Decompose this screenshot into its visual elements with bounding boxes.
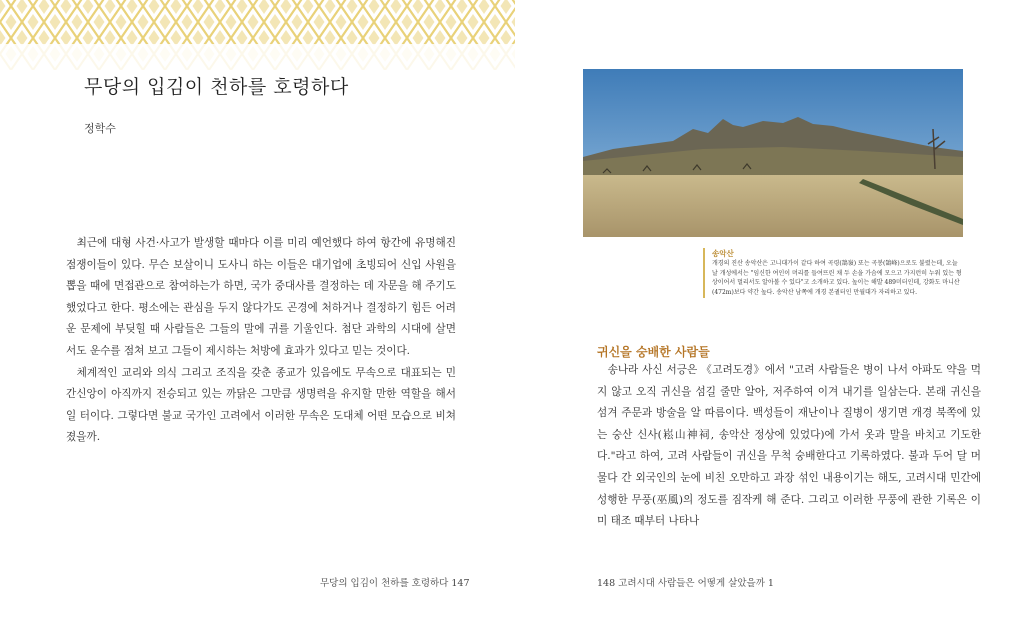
pattern-diamond-inner [303, 0, 314, 14]
pattern-diamond-inner [50, 14, 61, 30]
pattern-diamond-inner [413, 30, 424, 46]
pattern-diamond-inner [270, 14, 281, 30]
chapter-title: 무당의 입김이 천하를 호령하다 [84, 76, 349, 98]
pattern-diamond-inner [259, 30, 270, 46]
pattern-diamond-inner [303, 30, 314, 46]
section-heading: 귀신을 숭배한 사람들 [597, 345, 710, 359]
pattern-diamond-inner [501, 30, 512, 46]
pattern-diamond-inner [193, 0, 204, 14]
pattern-diamond-inner [281, 30, 292, 46]
pattern-diamond-inner [259, 0, 270, 14]
pattern-diamond-inner [105, 0, 116, 14]
pattern-diamond-inner [237, 30, 248, 46]
pattern-diamond-inner [83, 30, 94, 46]
pattern-diamond-inner [17, 0, 28, 14]
pattern-diamond-inner [171, 0, 182, 14]
pattern-diamond-inner [281, 0, 292, 14]
pattern-diamond-inner [369, 0, 380, 14]
pattern-diamond-inner [39, 30, 50, 46]
pattern-diamond-inner [28, 14, 39, 30]
pattern-diamond-inner [116, 14, 127, 30]
pattern-diamond-inner [468, 14, 479, 30]
pattern-diamond-inner [435, 0, 446, 14]
pattern-diamond-inner [347, 0, 358, 14]
pattern-diamond-inner [424, 14, 435, 30]
songaksan-photo [583, 69, 963, 237]
pattern-diamond-inner [457, 30, 468, 46]
pattern-diamond-inner [402, 14, 413, 30]
author-name: 정학수 [84, 122, 116, 135]
left-body-text [66, 233, 456, 449]
pattern-diamond-inner [39, 0, 50, 14]
pattern-diamond-inner [215, 30, 226, 46]
pattern-diamond-inner [325, 0, 336, 14]
pattern-diamond-inner [171, 30, 182, 46]
pattern-diamond-inner [314, 14, 325, 30]
pattern-diamond-inner [391, 30, 402, 46]
pattern-diamond-inner [457, 0, 468, 14]
pattern-diamond-inner [490, 14, 501, 30]
caption-title: 송악산 [712, 249, 734, 258]
pattern-diamond-inner [237, 0, 248, 14]
pattern-diamond-inner [435, 30, 446, 46]
pattern-diamond-inner [138, 14, 149, 30]
right-page [515, 0, 1030, 633]
pattern-diamond-inner [127, 0, 138, 14]
pattern-diamond-inner [479, 0, 490, 14]
pattern-diamond-inner [501, 0, 512, 14]
pattern-diamond-inner [479, 30, 490, 46]
right-body-text [597, 360, 981, 533]
pattern-diamond-inner [413, 0, 424, 14]
pattern-diamond-inner [391, 0, 402, 14]
pattern-diamond-inner [6, 14, 17, 30]
pattern-diamond-inner [446, 14, 457, 30]
paragraph: 최근에 대형 사건·사고가 발생할 때마다 이를 미리 예언했다 하여 항간에 유명해진 점쟁이들이 있다. 무슨 보살이니 도사니 하는 이들은 대기업에 초빙되어 신입 사원을 뽑을 때에 면접관으로 참여하는가 하면, 국가 중대사를 결정하는 데 자문을 해 주기도 했었다고 한다. 평소에는 관심을 두지 않다가도 곤경에 처하거나 결정하기 힘든 어려운 문제에 부딪힐 때 사람들은 그들의 말에 귀를 기울인다. 첨단 과학의 시대에 살면서도 운수를 점쳐 보고 그들이 제시하는 처방에 효과가 있다고 믿는 것이다. [66, 237, 456, 357]
pattern-diamond-inner [0, 30, 6, 46]
pattern-diamond-inner [149, 0, 160, 14]
pattern-diamond-inner [182, 14, 193, 30]
pattern-diamond-inner [127, 30, 138, 46]
paragraph: 송나라 사신 서긍은 《고려도경》에서 "고려 사람들은 병이 나서 아파도 약을 먹지 않고 오직 귀신을 섬길 줄만 알아, 저주하여 이겨 내기를 일삼는다. 본래 귀신을 섬겨 주문과 방술을 알 따름이다. 백성들이 재난이나 질병이 생기면 개경 북쪽에 있는 숭산 신사(崧山神祠, 송악산 정상에 있었다)에 가서 옷과 말을 바치고 기도한다."라고 하여, 고려 사람들이 귀신을 무척 숭배한다고 기록하였다. 불과 두어 달 머물다 간 외국인의 눈에 비친 오만하고 과장 섞인 내용이기는 해도, 고려시대 민간에 성행한 무풍(巫風)의 정도를 짐작케 해 준다. 그리고 이러한 무풍에 관한 기록은 이미 태조 때부터 나타나 [597, 364, 981, 528]
pattern-diamond-inner [215, 0, 226, 14]
pattern-diamond-inner [149, 30, 160, 46]
pattern-diamond-inner [369, 30, 380, 46]
pattern-diamond-inner [105, 30, 116, 46]
pattern-diamond-inner [358, 14, 369, 30]
photo-caption [703, 248, 963, 298]
pattern-diamond-inner [380, 14, 391, 30]
pattern-diamond-inner [193, 30, 204, 46]
pattern-diamond-inner [248, 14, 259, 30]
pattern-diamond-inner [17, 30, 28, 46]
pattern-diamond-inner [292, 14, 303, 30]
pattern-diamond-inner [325, 30, 336, 46]
pattern-diamond-inner [336, 14, 347, 30]
pattern-diamond-inner [160, 14, 171, 30]
pattern-diamond-inner [94, 14, 105, 30]
pattern-diamond-inner [226, 14, 237, 30]
pattern-diamond-inner [83, 0, 94, 14]
pattern-diamond-inner [61, 30, 72, 46]
pattern-diamond-inner [61, 0, 72, 14]
pattern-diamond-inner [347, 30, 358, 46]
pattern-diamond-inner [204, 14, 215, 30]
paragraph: 체계적인 교리와 의식 그리고 조직을 갖춘 종교가 있음에도 무속으로 대표되는 민간신앙이 아직까지 전승되고 있는 까닭은 그만큼 생명력을 유지할 만한 역할을 해서일 터이다. 그렇다면 불교 국가인 고려에서 이러한 무속은 도대체 어떤 모습으로 비쳐졌을까. [66, 366, 456, 444]
pattern-fade [0, 44, 515, 70]
pattern-diamond-inner [0, 0, 6, 14]
caption-text: 개경의 진산 송악산은 고니대가이 같다 하여 곡령(鵠嶺) 또는 곡봉(鵠峰)으로도 불렸는데, 오늘날 개성에서는 "임신한 여인이 머리를 들여뜨린 채 두 손을 가슴에 모으고 가지런히 누워 있는 형상이어서 멀리서도 알아볼 수 있다"고 소개하고 있다. 높이는 해발 489미터인데, 강화도 마니산(472m)보다 약간 높다. 송악산 남쪽에 개경 본궐터인 만월대가 자리하고 있다. [712, 260, 962, 297]
left-page-footer: 무당의 입김이 천하를 호령하다 147 [320, 578, 470, 589]
decorative-pattern-band [0, 0, 515, 70]
pattern-diamond-inner [72, 14, 83, 30]
right-page-footer: 148 고려시대 사람들은 어떻게 살았을까 1 [597, 578, 774, 589]
